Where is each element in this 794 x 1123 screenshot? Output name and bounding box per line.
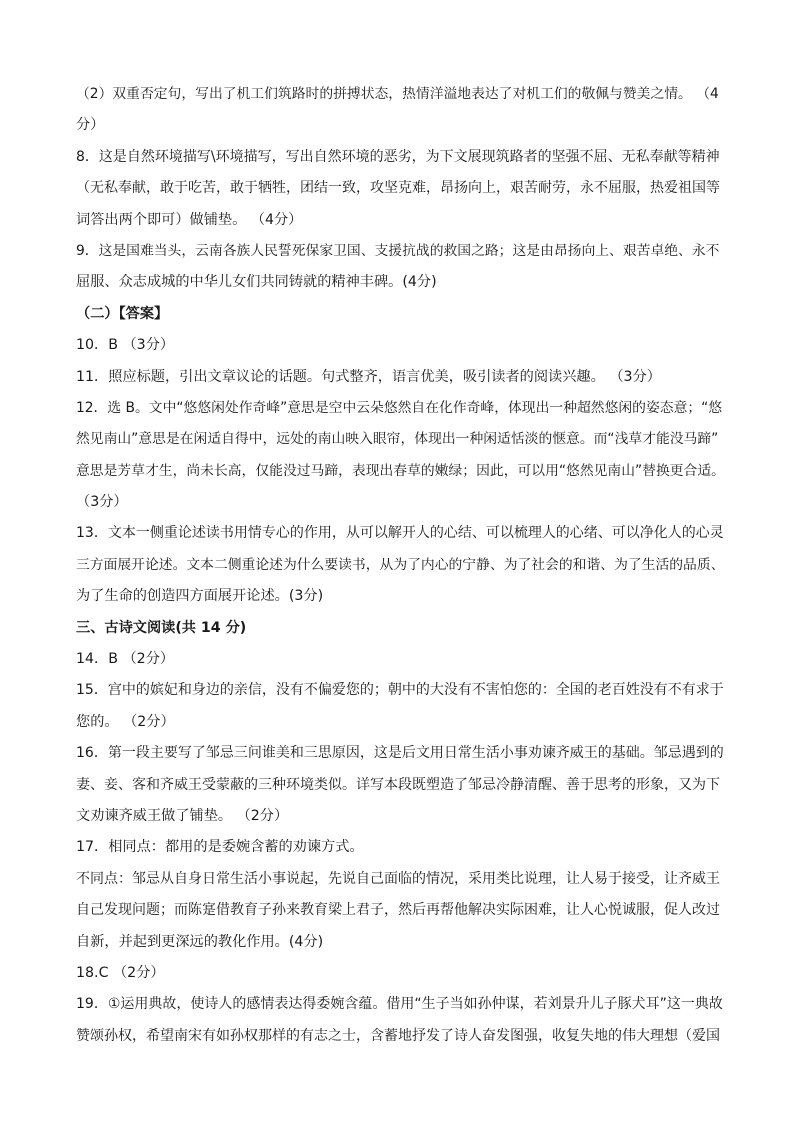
text-line: 8．这是自然环境描写\环境描写，写出自然环境的恶劣，为下文展现筑路者的坚强不屈、无私奉献等精神 [76,148,720,165]
text-line: 15．宫中的嫔妃和身边的亲信，没有不偏爱您的；朝中的大没有不害怕您的：全国的老百姓没有不有求于 [76,682,724,699]
text-line: 14．B （2分） [76,651,175,668]
text-line: 文劝谏齐威王做了铺垫。 （2分） [76,807,289,824]
text-line: 10．B （3分） [76,337,175,354]
text-line: 三方面展开论述。文本二侧重论述为什么要读书，从为了内心的宁静、为了社会的和谐、为了生活的品质、 [76,556,725,573]
text-line: 赞颂孙权，希望南宋有如孙权那样的有志之士，含蓄地抒发了诗人奋发图强，收复失地的伟大理想（爱国 [76,1027,720,1044]
text-line: 您的。 （2分） [76,713,175,730]
text-line: 意思是芳草才生，尚未长高，仅能没过马蹄，表现出春草的嫩绿；因此，可以用“悠然见南山”替换更合适。 [76,462,725,479]
text-line: 妻、妾、客和齐威王受蒙蔽的三种环境类似。详写本段既塑造了邹忌冷静清醒、善于思考的形象，又为下 [76,776,720,793]
text-line: 为了生命的创造四方面展开论述。(3分) [76,588,324,605]
text-line: 19．①运用典故，使诗人的感情表达得委婉含蕴。借用“生子当如孙仲谋，若刘景升儿子豚犬耳”这一典故 [76,996,723,1013]
text-line: （2）双重否定句，写出了机工们筑路时的拼搏状态，热情洋溢地表达了对机工们的敬佩与赞美之情。 （4 [76,86,719,102]
text-line: 不同点：邹忌从自身日常生活小事说起，先说自己面临的情况，采用类比说理，让人易于接受，让齐威王 [76,870,720,887]
text-line: 词答出两个即可）做铺垫。 （4分） [76,211,303,228]
answer-document [76,79,726,1052]
text-line: 分） [76,117,105,134]
text-line: 9．这是国难当头，云南各族人民誓死保家卫国、支援抗战的救国之路；这是由昂扬向上、艰苦卓绝、永不 [76,242,720,259]
text-line: （3分） [76,494,128,511]
text-line: 自新，并起到更深远的教化作用。(4分) [76,933,324,950]
text-line: 18.C （2分） [76,964,165,981]
text-line: （无私奉献，敢于吃苦，敢于牺牲，团结一致，攻坚克难，昂扬向上，艰苦耐劳，永不屈服，热爱祖国等 [76,180,720,197]
text-line: 屈服、众志成城的中华儿女们共同铸就的精神丰碑。(4分) [76,274,437,291]
text-line: 然见南山”意思是在闲适自得中，远处的南山映入眼帘，体现出一种闲适恬淡的惬意。而“浅草才能没马蹄” [76,431,719,448]
text-line: 12．选 B。文中“悠悠闲处作奇峰”意思是空中云朵悠然自在化作奇峰，体现出一种超然悠闲的姿态意；“悠 [76,399,723,416]
section-heading: （二）【答案】 [76,305,169,322]
text-line: 11．照应标题，引出文章议论的话题。句式整齐，语言优美，吸引读者的阅读兴趣。 （3分） [76,368,661,385]
text-line: 自己发现问题；而陈寔借教育子孙来教育梁上君子，然后再帮他解决实际困难，让人心悦诚服，促人改过 [76,902,720,919]
text-line: 16．第一段主要写了邹忌三问谁美和三思原因，这是后文用日常生活小事劝谏齐威王的基础。邹忌遇到的 [76,745,724,762]
text-line: 13．文本一侧重论述读书用情专心的作用，从可以解开人的心结、可以梳理人的心绪、可以净化人的心灵 [76,525,724,542]
section-heading: 三、古诗文阅读(共 14 分) [76,619,247,636]
text-line: 17．相同点：都用的是委婉含蓄的劝谏方式。 [76,839,364,856]
